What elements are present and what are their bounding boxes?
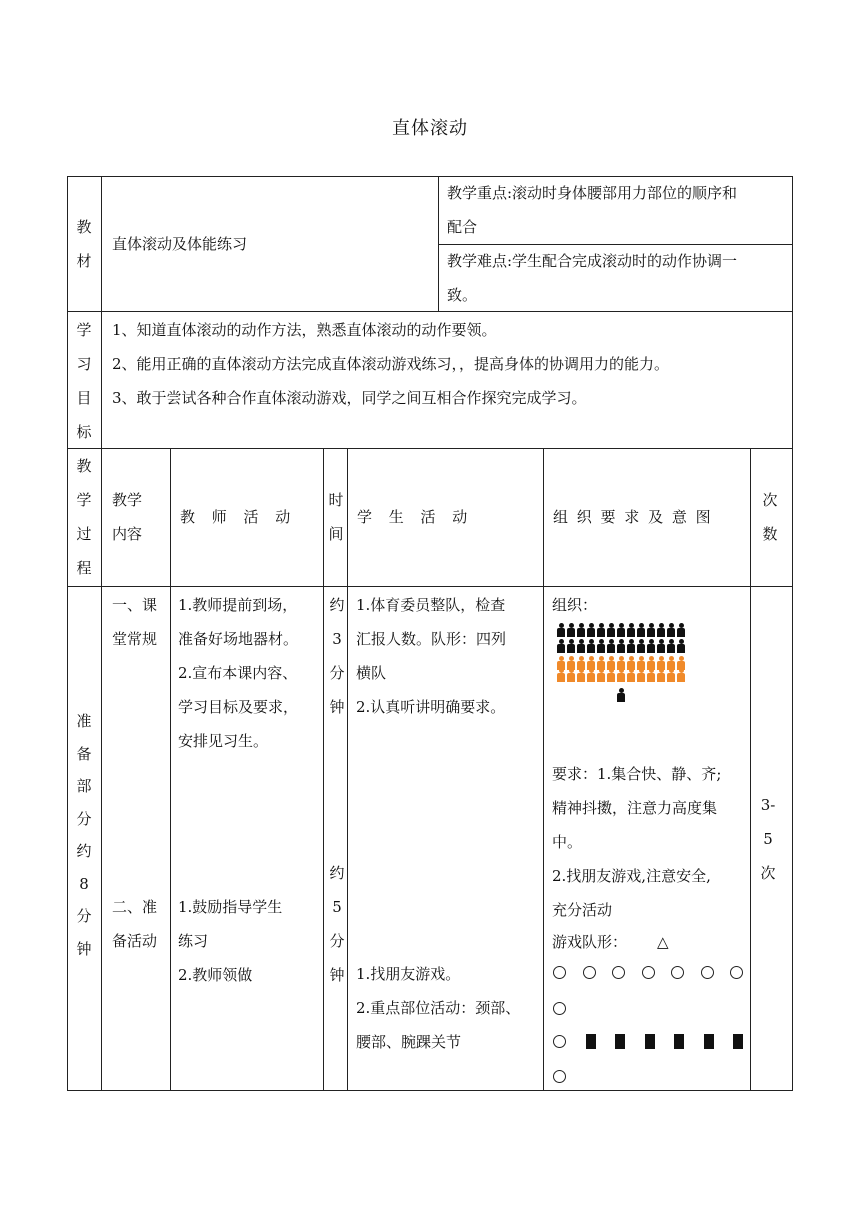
- table-border-right: [792, 176, 793, 1091]
- section-routine-student: 1.体育委员整队，检查 汇报人数。队形：四列 横队 2.认真听讲明确要求。: [356, 596, 507, 716]
- count-value: 3- 5 次: [760, 796, 776, 882]
- student-figure-icon: [577, 639, 585, 653]
- process-label: 教 学 过 程: [76, 457, 92, 577]
- student-figure-icon: [617, 639, 625, 653]
- circle-icon: [612, 966, 625, 979]
- circle-icon: [730, 966, 743, 979]
- student-figure-icon: [667, 668, 675, 682]
- student-figure-icon: [637, 639, 645, 653]
- objectives-label: 学 习 目 标: [76, 321, 92, 441]
- material-label: 教 材: [76, 218, 92, 270]
- prep-label: 准 备 部 分 约 8 分 钟: [76, 712, 92, 958]
- student-figure-icon: [647, 668, 655, 682]
- block-icon: [674, 1034, 684, 1049]
- formation-row-dark: [557, 622, 687, 636]
- student-figure-icon: [637, 668, 645, 682]
- teacher-figure: [617, 687, 627, 701]
- formation-circle-row: [553, 966, 743, 980]
- student-figure-icon: [567, 668, 575, 682]
- circle-icon: [583, 966, 596, 979]
- table-divider: [101, 176, 102, 312]
- circle-icon: [701, 966, 714, 979]
- objective-item: 2、能用正确的直体滚动方法完成直体滚动游戏练习，，提高身体的协调用力的能力。: [112, 355, 670, 373]
- circle-icon: [553, 966, 566, 979]
- formation-row-orange: [557, 667, 687, 681]
- table-divider: [543, 448, 544, 1091]
- table-divider: [101, 311, 102, 449]
- game-formation-label: 游戏队形：: [552, 933, 628, 951]
- table-divider: [750, 448, 751, 1091]
- column-header-content: 教学 内容: [112, 491, 143, 543]
- student-figure-icon: [577, 623, 585, 637]
- block-icon: [645, 1034, 655, 1049]
- column-header-teacher: 教 师 活 动: [180, 508, 291, 526]
- student-figure-icon: [557, 668, 565, 682]
- section-warmup-student: 1.找朋友游戏。 2.重点部位活动：颈部、 腰部、腕踝关节: [356, 965, 521, 1051]
- student-figure-icon: [677, 639, 685, 653]
- block-icon: [733, 1034, 743, 1049]
- organization-label: 组织：: [552, 596, 598, 614]
- table-divider: [67, 448, 793, 449]
- student-figure-icon: [597, 639, 605, 653]
- table-divider: [323, 448, 324, 1091]
- student-figure-icon: [667, 623, 675, 637]
- formation-circle: [553, 1000, 566, 1019]
- document-title: 直体滚动: [392, 118, 468, 139]
- circle-icon: [642, 966, 655, 979]
- student-figure-icon: [677, 623, 685, 637]
- section-warmup-teacher: 1.鼓励指导学生 练习 2.教师领做: [178, 898, 283, 984]
- block-icon: [704, 1034, 714, 1049]
- circle-icon: [671, 966, 684, 979]
- student-figure-icon: [617, 623, 625, 637]
- column-header-student: 学 生 活 动: [357, 508, 468, 526]
- student-figure-icon: [557, 623, 565, 637]
- objective-item: 1、知道直体滚动的动作方法，熟悉直体滚动的动作要领。: [112, 321, 497, 339]
- circle-icon: [553, 1035, 566, 1048]
- student-figure-icon: [627, 623, 635, 637]
- student-figure-icon: [657, 639, 665, 653]
- table-divider: [101, 448, 102, 1091]
- block-icon: [586, 1034, 596, 1049]
- student-figure-icon: [607, 623, 615, 637]
- student-figure-icon: [597, 668, 605, 682]
- student-figure-icon: [567, 623, 575, 637]
- student-figure-icon: [597, 623, 605, 637]
- circle-icon: [553, 1002, 566, 1015]
- student-figure-icon: [567, 639, 575, 653]
- student-figure-icon: [667, 639, 675, 653]
- section-routine-time: 约 3 分 钟: [329, 596, 345, 716]
- organization-requirements: 要求：1.集合快、静、齐; 精神抖擞，注意力高度集 中。 2.找朋友游戏,注意安全, 充分活动: [552, 765, 722, 919]
- formation-circle: [553, 1068, 566, 1087]
- student-figure-icon: [557, 639, 565, 653]
- key-point: 教学重点:滚动时身体腰部用力部位的顺序和 配合: [447, 184, 738, 236]
- section-routine-teacher: 1.教师提前到场， 准备好场地器材。 2.宣布本课内容、 学习目标及要求， 安排见习生。: [178, 596, 299, 750]
- student-figure-icon: [587, 639, 595, 653]
- student-figure-icon: [647, 639, 655, 653]
- formation-row-dark: [557, 638, 687, 652]
- student-figure-icon: [607, 639, 615, 653]
- section-warmup-time: 约 5 分 钟: [329, 864, 345, 984]
- column-header-organization: 组 织 要 求 及 意 图: [553, 508, 711, 526]
- student-figure-icon: [627, 668, 635, 682]
- student-figure-icon: [627, 639, 635, 653]
- student-figure-icon: [657, 623, 665, 637]
- student-figure-icon: [677, 668, 685, 682]
- section-routine-content: 一、课 堂常规: [112, 596, 158, 648]
- table-divider: [170, 448, 171, 1091]
- material-content: 直体滚动及体能练习: [112, 235, 248, 253]
- student-figure-icon: [657, 668, 665, 682]
- objective-item: 3、敢于尝试各种合作直体滚动游戏，同学之间互相合作探究完成学习。: [112, 389, 587, 407]
- table-divider: [347, 448, 348, 1091]
- circle-icon: [553, 1070, 566, 1083]
- formation-block-row: [553, 1033, 743, 1049]
- triangle-icon: △: [657, 933, 669, 951]
- student-figure-icon: [637, 623, 645, 637]
- student-figure-icon: [587, 623, 595, 637]
- table-border-bottom: [67, 1090, 793, 1091]
- column-header-time: 时 间: [328, 491, 344, 543]
- block-icon: [615, 1034, 625, 1049]
- student-figure-icon: [587, 668, 595, 682]
- student-figure-icon: [577, 668, 585, 682]
- student-figure-icon: [617, 668, 625, 682]
- student-figure-icon: [647, 623, 655, 637]
- column-header-count: 次 数: [762, 491, 778, 543]
- section-warmup-content: 二、准 备活动: [112, 898, 158, 950]
- difficulty-point: 教学难点:学生配合完成滚动时的动作协调一 致。: [447, 252, 738, 304]
- teacher-figure-icon: [617, 688, 625, 702]
- table-border-left: [67, 176, 68, 1091]
- table-divider: [67, 586, 793, 587]
- student-figure-icon: [607, 668, 615, 682]
- table-divider: [438, 176, 439, 312]
